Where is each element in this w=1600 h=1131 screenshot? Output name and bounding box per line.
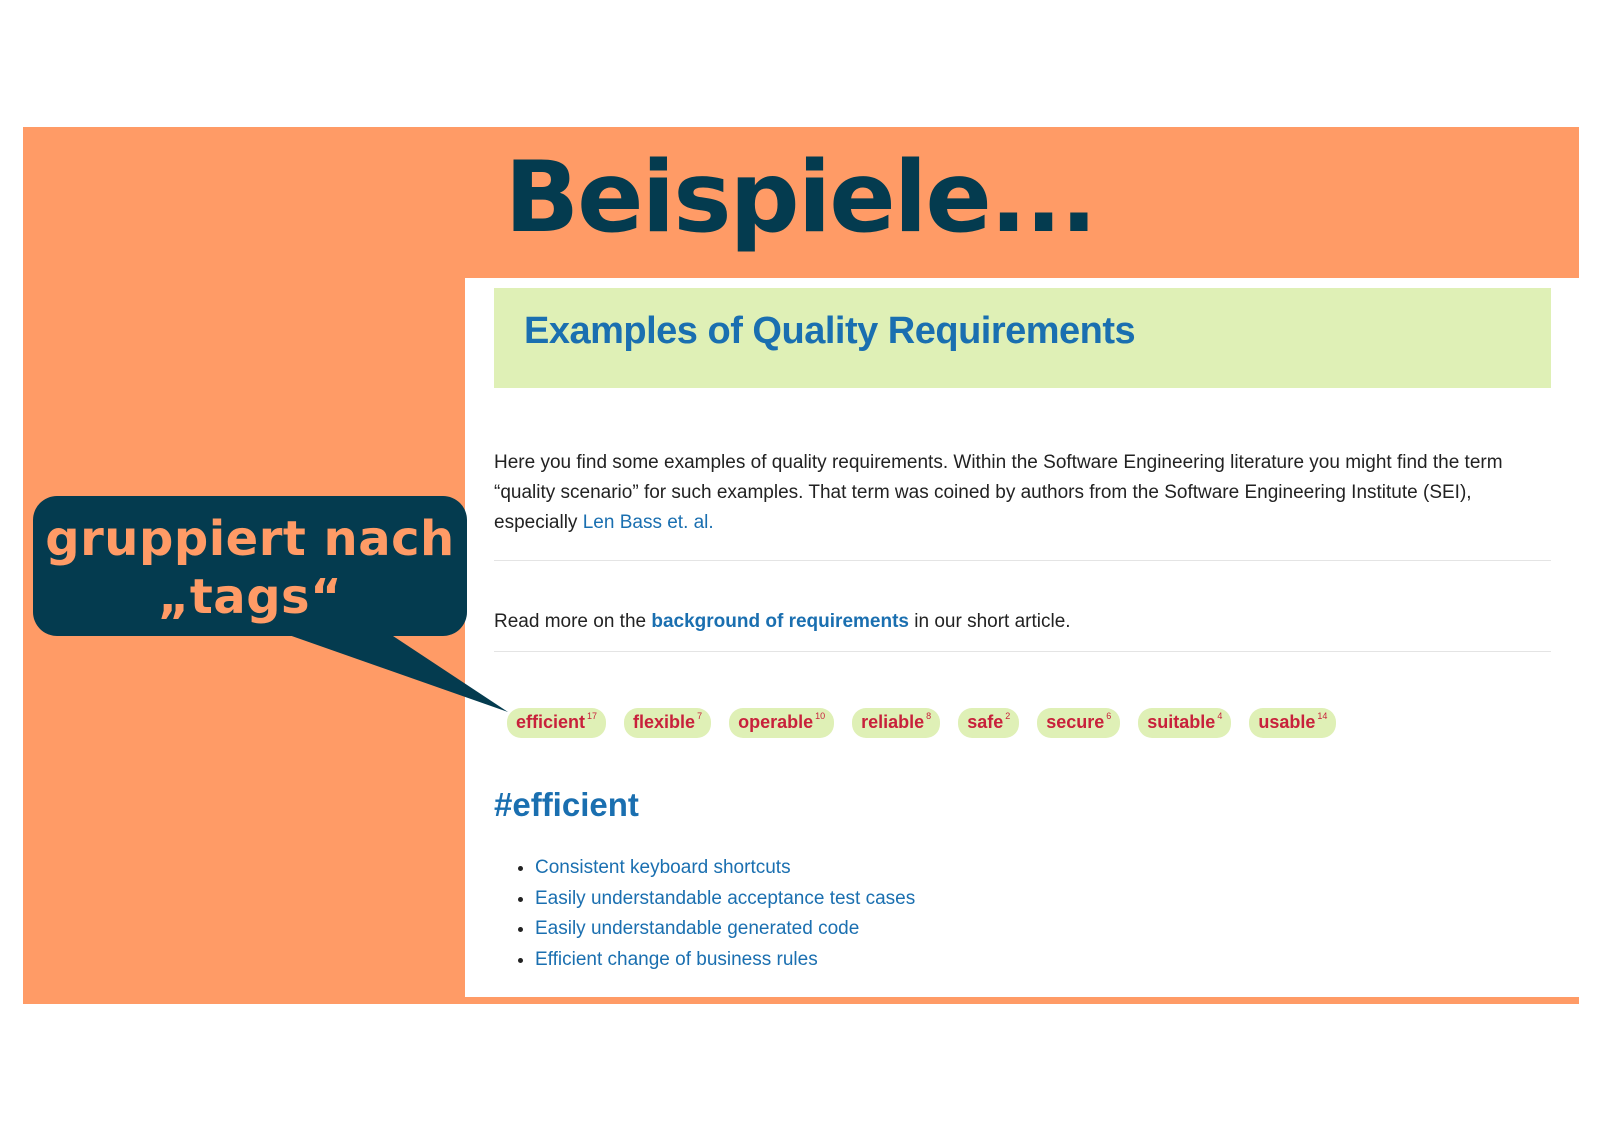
len-bass-link[interactable]: Len Bass et. al.: [582, 512, 714, 533]
tag-label: usable: [1258, 712, 1316, 732]
example-link[interactable]: Consistent keyboard shortcuts: [535, 857, 791, 878]
list-item: [535, 945, 915, 976]
tag-count: 4: [1217, 711, 1223, 721]
page-header-banner: [494, 288, 1551, 388]
tag-count: 7: [697, 711, 703, 721]
section-title: #efficient: [494, 786, 639, 823]
example-list: [503, 853, 915, 975]
list-item: [535, 884, 915, 915]
tag-label: operable: [738, 712, 814, 732]
tag-safe[interactable]: [958, 708, 1019, 738]
tag-label: suitable: [1147, 712, 1216, 732]
tag-count: 10: [815, 711, 826, 721]
callout-line-1: gruppiert nach: [45, 511, 455, 567]
tag-label: efficient: [516, 712, 586, 732]
slide-title: Beispiele...: [504, 141, 1096, 255]
tag-list: [507, 708, 1336, 738]
background-link[interactable]: background of requirements: [651, 611, 909, 632]
list-item: [535, 914, 915, 945]
website-screenshot: [465, 278, 1579, 997]
tag-count: 14: [1317, 711, 1328, 721]
tag-operable[interactable]: [729, 708, 834, 738]
tag-count: 17: [587, 711, 598, 721]
readmore-paragraph: [494, 607, 1071, 637]
tag-flexible[interactable]: [624, 708, 711, 738]
intro-paragraph: [494, 448, 1554, 538]
readmore-text-after: in our short article.: [908, 611, 1071, 632]
divider: [494, 651, 1551, 652]
tag-efficient[interactable]: [507, 708, 606, 738]
tag-usable[interactable]: [1249, 708, 1336, 738]
example-link[interactable]: Efficient change of business rules: [535, 948, 818, 970]
tag-secure[interactable]: [1037, 708, 1120, 738]
callout-text: [33, 510, 467, 626]
example-link[interactable]: Easily understandable generated code: [535, 918, 860, 939]
tag-label: flexible: [633, 712, 696, 732]
slide-bottom-strip: [465, 997, 1579, 1004]
tag-count: 8: [926, 711, 932, 721]
list-item: [535, 853, 915, 884]
tag-label: secure: [1046, 712, 1105, 732]
callout-line-2: „tags“: [157, 569, 343, 625]
tag-count: 6: [1106, 711, 1112, 721]
intro-text: Here you find some examples of quality requirements. Within the Software Engineering literature you might find the term “quality scenario” for such examples. That term was coined by authors from the Software Engineering Institute (SEI), especially: [494, 452, 1503, 533]
readmore-text-before: Read more on the: [494, 611, 652, 632]
example-link[interactable]: Easily understandable acceptance test cases: [535, 887, 916, 909]
tag-label: safe: [967, 712, 1004, 732]
tag-suitable[interactable]: [1138, 708, 1231, 738]
tag-label: reliable: [861, 712, 925, 732]
speech-bubble: [33, 496, 467, 636]
page-title: Examples of Quality Requirements: [524, 310, 1136, 352]
tag-reliable[interactable]: [852, 708, 940, 738]
tag-count: 2: [1005, 711, 1011, 721]
divider: [494, 560, 1551, 561]
